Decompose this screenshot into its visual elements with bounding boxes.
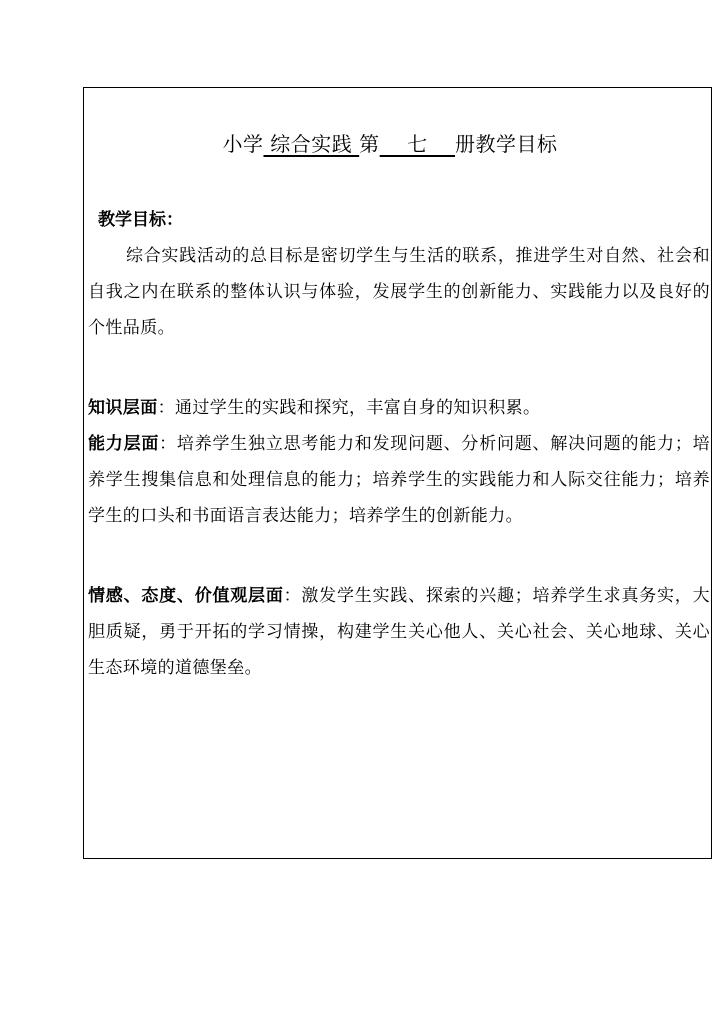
title-suffix: 册教学目标 <box>455 132 558 156</box>
knowledge-text: ：通过学生的实践和探究，丰富自身的知识积累。 <box>157 398 541 418</box>
ability-text: ：培养学生独立思考能力和发现问题、分析问题、解决问题的能力；培养学生搜集信息和处理信息的能力；培养学生的实践能力和人际交往能力；培养学生的口头和书面语言表达能力；培养学生的创新能力。 <box>88 434 710 526</box>
ability-paragraph <box>88 426 710 534</box>
ability-label: 能力层面 <box>88 434 160 454</box>
page-title <box>0 129 720 159</box>
title-prefix: 小学 <box>222 132 264 156</box>
emotion-label: 情感、态度、价值观层面 <box>88 586 284 606</box>
title-volume: 七 <box>379 132 456 156</box>
knowledge-label: 知识层面 <box>88 398 158 418</box>
overall-goal-paragraph: 综合实践活动的总目标是密切学生与生活的联系，推进学生对自然、社会和自我之内在联系的整体认识与体验，发展学生的创新能力、实践能力以及良好的个性品质。 <box>88 246 710 338</box>
title-subject: 综合实践 <box>263 132 360 156</box>
title-mid: 第 <box>359 132 380 156</box>
goals-heading: 教学目标： <box>98 210 183 230</box>
knowledge-paragraph <box>88 390 710 426</box>
emotion-text: ：激发学生实践、探索的兴趣；培养学生求真务实，大胆质疑，勇于开拓的学习情操，构建学生关心他人、关心社会、关心地球、关心生态环境的道德堡垒。 <box>88 586 710 678</box>
emotion-paragraph <box>88 578 710 686</box>
